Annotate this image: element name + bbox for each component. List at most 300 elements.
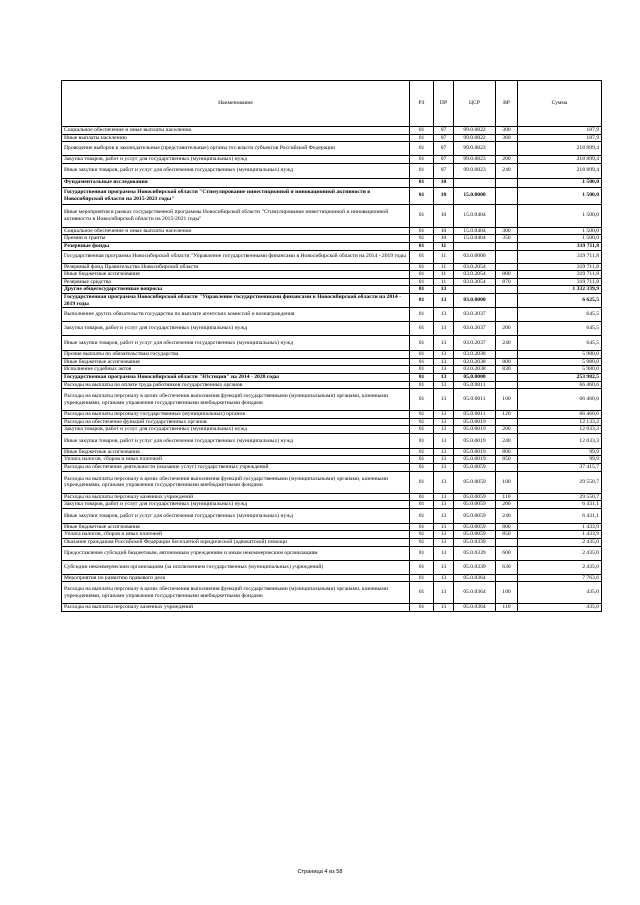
cell-pr: 13 <box>434 546 454 560</box>
cell-pr: 07 <box>434 134 454 142</box>
table-row <box>62 381 602 389</box>
cell-pr: 13 <box>434 604 454 612</box>
table-row <box>62 336 602 351</box>
cell-csr: 05.0.0364 <box>454 574 496 582</box>
cell-vr: 120 <box>496 411 518 419</box>
cell-vr <box>496 381 518 389</box>
cell-pr: 13 <box>434 366 454 374</box>
cell-name: Государственная программа Новосибирской области "Управление государственными финансами в Новосибирской области на 2014 - 2019 годы <box>62 293 410 307</box>
cell-name: Резервные фонды <box>62 242 410 250</box>
cell-csr <box>454 242 496 250</box>
cell-csr: 15.0.0404 <box>454 235 496 243</box>
cell-vr <box>496 308 518 322</box>
cell-csr: 05.0.0059 <box>454 471 496 493</box>
cell-rz: 01 <box>410 235 434 243</box>
cell-pr: 13 <box>434 418 454 426</box>
cell-vr: 300 <box>496 127 518 135</box>
cell-rz: 01 <box>410 263 434 271</box>
table-row <box>62 389 602 411</box>
cell-rz: 01 <box>410 546 434 560</box>
cell-csr: 99.0.0823 <box>454 156 496 164</box>
cell-name: Выполнение других обязательств государства по выплате агентских комиссий и вознаграждения <box>62 308 410 322</box>
cell-name: Фундаментальные исследования <box>62 178 410 187</box>
cell-pr: 13 <box>434 560 454 574</box>
cell-csr: 05.0.0059 <box>454 501 496 509</box>
cell-pr: 10 <box>434 187 454 204</box>
cell-rz: 01 <box>410 433 434 448</box>
table-row <box>62 142 602 156</box>
cell-vr: 830 <box>496 366 518 374</box>
cell-rz: 01 <box>410 582 434 604</box>
cell-csr: 03.0.2054 <box>454 271 496 279</box>
cell-pr: 13 <box>434 539 454 547</box>
cell-csr: 99.0.0823 <box>454 142 496 156</box>
cell-pr: 07 <box>434 163 454 178</box>
cell-sum: 187,9 <box>518 134 602 142</box>
table-row <box>62 242 602 250</box>
cell-vr <box>496 574 518 582</box>
cell-pr: 11 <box>434 242 454 250</box>
cell-pr: 11 <box>434 263 454 271</box>
table-row <box>62 204 602 227</box>
table-row <box>62 539 602 547</box>
cell-sum: 12 033,3 <box>518 426 602 434</box>
cell-vr <box>496 286 518 294</box>
cell-sum: 66 460,6 <box>518 411 602 419</box>
header-sum: Сумма <box>518 81 602 127</box>
cell-csr: 05.0.0059 <box>454 464 496 472</box>
cell-rz: 01 <box>410 322 434 336</box>
cell-name: Государственная программа Новосибирской области "Управление государственными финансами в Новосибирской области на 2014 - 2019 годы <box>62 250 410 263</box>
cell-sum: 319 711,8 <box>518 271 602 279</box>
table-row <box>62 493 602 501</box>
cell-vr <box>496 187 518 204</box>
cell-rz: 01 <box>410 574 434 582</box>
cell-sum: 1 500,0 <box>518 187 602 204</box>
cell-vr <box>496 351 518 359</box>
cell-pr: 13 <box>434 501 454 509</box>
cell-sum: 66 460,6 <box>518 381 602 389</box>
cell-name: Расходы на выплаты персоналу в целях обеспечения выполнения функций государственными (муниципальными) органами, казенными учреждениями, органами управления государственными внебюджетными фондами <box>62 471 410 493</box>
cell-name: Иные закупки товаров, работ и услуг для обеспечения государственных (муниципальных) нужд <box>62 336 410 351</box>
cell-rz: 01 <box>410 373 434 381</box>
table-row <box>62 373 602 381</box>
cell-vr <box>496 142 518 156</box>
cell-sum: 2 435,0 <box>518 539 602 547</box>
cell-pr: 13 <box>434 389 454 411</box>
cell-rz: 01 <box>410 523 434 531</box>
cell-pr: 10 <box>434 235 454 243</box>
cell-name: Расходы на обеспечение деятельности (оказание услуг) государственных учреждений <box>62 464 410 472</box>
cell-name: Расходы на обеспечение функций государственных органов <box>62 418 410 426</box>
cell-csr: 05.0.0364 <box>454 582 496 604</box>
cell-rz: 01 <box>410 531 434 539</box>
table-row <box>62 178 602 187</box>
cell-sum: 218 899,4 <box>518 142 602 156</box>
cell-csr: 05.0.0019 <box>454 456 496 464</box>
cell-csr <box>454 178 496 187</box>
cell-name: Иные бюджетные ассигнования <box>62 358 410 366</box>
cell-rz: 01 <box>410 271 434 279</box>
cell-name: Социальное обеспечение и иные выплаты населению <box>62 127 410 135</box>
cell-sum: 645,5 <box>518 336 602 351</box>
cell-pr: 13 <box>434 351 454 359</box>
cell-rz: 01 <box>410 471 434 493</box>
cell-vr <box>496 464 518 472</box>
cell-pr: 13 <box>434 471 454 493</box>
table-row <box>62 286 602 294</box>
cell-vr: 110 <box>496 604 518 612</box>
cell-csr: 99.0.0822 <box>454 127 496 135</box>
cell-csr: 05.0.0019 <box>454 418 496 426</box>
cell-vr <box>496 242 518 250</box>
cell-sum: 5 980,0 <box>518 366 602 374</box>
cell-csr: 05.0.0011 <box>454 411 496 419</box>
table-row <box>62 163 602 178</box>
table-row <box>62 322 602 336</box>
table-row <box>62 546 602 560</box>
cell-csr: 03.0.2037 <box>454 322 496 336</box>
cell-vr: 600 <box>496 546 518 560</box>
cell-name: Социальное обеспечение и иные выплаты населению <box>62 227 410 235</box>
cell-csr: 05.0.0019 <box>454 426 496 434</box>
cell-rz: 01 <box>410 351 434 359</box>
cell-sum: 1 500,0 <box>518 204 602 227</box>
cell-csr: 03.0.2037 <box>454 336 496 351</box>
cell-rz: 01 <box>410 142 434 156</box>
cell-pr: 13 <box>434 373 454 381</box>
cell-csr: 05.0.0339 <box>454 539 496 547</box>
budget-table <box>61 80 602 612</box>
cell-name: Резервный фонд Правительства Новосибирской области <box>62 263 410 271</box>
cell-pr: 13 <box>434 433 454 448</box>
cell-pr: 13 <box>434 358 454 366</box>
header-name: Наименование <box>62 81 410 127</box>
table-row <box>62 471 602 493</box>
cell-vr: 110 <box>496 493 518 501</box>
cell-sum: 218 899,4 <box>518 163 602 178</box>
cell-csr: 99.0.0822 <box>454 134 496 142</box>
cell-vr: 200 <box>496 156 518 164</box>
cell-csr: 05.0.0059 <box>454 531 496 539</box>
cell-pr: 13 <box>434 456 454 464</box>
table-row <box>62 464 602 472</box>
cell-sum: 1 500,0 <box>518 235 602 243</box>
table-row <box>62 366 602 374</box>
cell-name: Проведение выборов в законодательные (представительные) органы гос.власти субъектов Российской Федерации <box>62 142 410 156</box>
cell-sum: 218 899,4 <box>518 156 602 164</box>
table-row <box>62 411 602 419</box>
cell-sum: 187,9 <box>518 127 602 135</box>
cell-sum: 66 460,6 <box>518 389 602 411</box>
cell-csr: 05.0.0339 <box>454 560 496 574</box>
table-row <box>62 250 602 263</box>
cell-vr <box>496 204 518 227</box>
cell-pr: 13 <box>434 448 454 456</box>
cell-sum: 1 500,0 <box>518 227 602 235</box>
cell-rz: 01 <box>410 508 434 523</box>
cell-vr <box>496 178 518 187</box>
cell-csr <box>454 286 496 294</box>
cell-rz: 01 <box>410 418 434 426</box>
table-row <box>62 508 602 523</box>
cell-rz: 01 <box>410 227 434 235</box>
table-row <box>62 501 602 509</box>
cell-rz: 01 <box>410 560 434 574</box>
cell-rz: 01 <box>410 389 434 411</box>
cell-rz: 01 <box>410 178 434 187</box>
cell-vr: 870 <box>496 278 518 286</box>
cell-sum: 645,5 <box>518 322 602 336</box>
cell-csr: 03.0.2037 <box>454 308 496 322</box>
cell-sum: 6 431,1 <box>518 508 602 523</box>
cell-csr: 15.0.0404 <box>454 227 496 235</box>
table-row <box>62 426 602 434</box>
table-row <box>62 263 602 271</box>
table-row <box>62 351 602 359</box>
cell-vr <box>496 539 518 547</box>
table-row <box>62 560 602 574</box>
cell-sum: 29 550,7 <box>518 471 602 493</box>
cell-pr: 10 <box>434 178 454 187</box>
cell-rz: 01 <box>410 242 434 250</box>
cell-pr: 13 <box>434 381 454 389</box>
cell-csr: 03.0.2038 <box>454 358 496 366</box>
cell-name: Закупка товаров, работ и услуг для государственных (муниципальных) нужд <box>62 501 410 509</box>
cell-name: Расходы на выплаты персоналу в целях обеспечения выполнения функций государственными (муниципальными) органами, казенными учреждениями, органами управления государственными внебюджетными фондами <box>62 389 410 411</box>
cell-pr: 13 <box>434 336 454 351</box>
cell-pr: 11 <box>434 271 454 279</box>
cell-csr: 05.0.0011 <box>454 389 496 411</box>
cell-rz: 01 <box>410 336 434 351</box>
cell-rz: 01 <box>410 278 434 286</box>
cell-pr: 07 <box>434 127 454 135</box>
table-row <box>62 187 602 204</box>
cell-vr: 200 <box>496 322 518 336</box>
cell-vr: 850 <box>496 456 518 464</box>
cell-pr: 13 <box>434 293 454 307</box>
cell-csr: 05.0.0059 <box>454 493 496 501</box>
cell-name: Иные мероприятия в рамках государственной программы Новосибирской области "Стимулирование инвестиционной и инновационной активности в Новосибирской области на 2015-2021 годы" <box>62 204 410 227</box>
header-csr: ЦСР <box>454 81 496 127</box>
cell-sum: 99,9 <box>518 456 602 464</box>
cell-vr: 800 <box>496 448 518 456</box>
cell-rz: 01 <box>410 204 434 227</box>
cell-name: Расходы на выплаты персоналу казенных учреждений <box>62 604 410 612</box>
cell-name: Уплата налогов, сборов и иных платежей <box>62 456 410 464</box>
table-row <box>62 278 602 286</box>
cell-sum: 319 711,8 <box>518 242 602 250</box>
table-row <box>62 418 602 426</box>
cell-csr: 03.0.2054 <box>454 278 496 286</box>
cell-name: Государственная программа Новосибирской области "Стимулирование инвестиционной и инновационной активности в Новосибирской области на 2015-2021 годы" <box>62 187 410 204</box>
cell-rz: 01 <box>410 381 434 389</box>
cell-vr <box>496 250 518 263</box>
cell-pr: 07 <box>434 142 454 156</box>
cell-vr: 800 <box>496 358 518 366</box>
cell-rz: 01 <box>410 286 434 294</box>
cell-rz: 01 <box>410 308 434 322</box>
cell-sum: 319 711,8 <box>518 278 602 286</box>
table-row <box>62 271 602 279</box>
cell-vr: 630 <box>496 560 518 574</box>
cell-csr: 03.0.2038 <box>454 351 496 359</box>
cell-name: Оказание гражданам Российской Федерации бесплатной юридической (адвокатской) помощи <box>62 539 410 547</box>
table-row <box>62 531 602 539</box>
table-row <box>62 156 602 164</box>
cell-sum: 29 550,7 <box>518 493 602 501</box>
cell-rz: 01 <box>410 134 434 142</box>
cell-name: Иные бюджетные ассигнования <box>62 523 410 531</box>
cell-vr: 360 <box>496 134 518 142</box>
cell-name: Расходы на выплаты по оплате труда работников государственных органов <box>62 381 410 389</box>
cell-vr: 350 <box>496 235 518 243</box>
cell-rz: 01 <box>410 501 434 509</box>
cell-vr: 100 <box>496 389 518 411</box>
cell-rz: 01 <box>410 539 434 547</box>
cell-name: Предоставление субсидий бюджетным, автономным учреждениям и иным некоммерческим организациям <box>62 546 410 560</box>
cell-csr: 15.0.0000 <box>454 187 496 204</box>
cell-csr: 05.0.0339 <box>454 546 496 560</box>
cell-sum: 5 980,0 <box>518 358 602 366</box>
cell-vr <box>496 263 518 271</box>
cell-name: Иные закупки товаров, работ и услуг для обеспечения государственных (муниципальных) нужд <box>62 163 410 178</box>
cell-name: Иные бюджетные ассигнования <box>62 271 410 279</box>
cell-sum: 5 980,0 <box>518 351 602 359</box>
cell-csr: 05.0.0011 <box>454 381 496 389</box>
cell-csr: 99.0.0823 <box>454 163 496 178</box>
table-row <box>62 293 602 307</box>
cell-csr: 05.0.0059 <box>454 508 496 523</box>
cell-name: Уплата налогов, сборов и иных платежей <box>62 531 410 539</box>
cell-pr: 13 <box>434 322 454 336</box>
cell-rz: 01 <box>410 426 434 434</box>
cell-csr: 05.0.0364 <box>454 604 496 612</box>
cell-vr: 300 <box>496 227 518 235</box>
cell-name: Закупка товаров, работ и услуг для государственных (муниципальных) нужд <box>62 322 410 336</box>
cell-sum: 253 982,5 <box>518 373 602 381</box>
header-vr: ВР <box>496 81 518 127</box>
cell-csr: 03.0.2038 <box>454 366 496 374</box>
cell-sum: 6 625,5 <box>518 293 602 307</box>
cell-pr: 07 <box>434 156 454 164</box>
cell-pr: 13 <box>434 508 454 523</box>
cell-pr: 11 <box>434 250 454 263</box>
cell-vr: 100 <box>496 582 518 604</box>
header-pr: ПР <box>434 81 454 127</box>
cell-csr: 05.0.0019 <box>454 433 496 448</box>
cell-sum: 645,5 <box>518 308 602 322</box>
cell-pr: 13 <box>434 531 454 539</box>
table-row <box>62 604 602 612</box>
cell-rz: 01 <box>410 448 434 456</box>
cell-name: Расходы на выплаты персоналу в целях обеспечения выполнения функций государственными (муниципальными) органами, казенными учреждениями, органами управления государственными внебюджетными фондами <box>62 582 410 604</box>
table-header-row <box>62 81 602 127</box>
cell-sum: 319 711,8 <box>518 263 602 271</box>
cell-pr: 10 <box>434 204 454 227</box>
table-row <box>62 235 602 243</box>
cell-pr: 11 <box>434 278 454 286</box>
table-row <box>62 456 602 464</box>
cell-sum: 12 033,3 <box>518 433 602 448</box>
cell-pr: 13 <box>434 493 454 501</box>
cell-name: Государственная программа Новосибирской области "Юстиция" на 2014 - 2020 годы <box>62 373 410 381</box>
cell-name: Резервные средства <box>62 278 410 286</box>
table-row <box>62 308 602 322</box>
cell-csr: 03.0.0000 <box>454 250 496 263</box>
cell-name: Расходы на выплаты персоналу государственных (муниципальных) органов <box>62 411 410 419</box>
cell-sum: 319 711,8 <box>518 250 602 263</box>
table-row <box>62 358 602 366</box>
cell-vr: 200 <box>496 426 518 434</box>
cell-rz: 01 <box>410 163 434 178</box>
cell-name: Иные закупки товаров, работ и услуг для обеспечения государственных (муниципальных) нужд <box>62 433 410 448</box>
header-rz: РЗ <box>410 81 434 127</box>
table-row <box>62 127 602 135</box>
page-number: Страница 4 из 58 <box>297 869 343 875</box>
table-row <box>62 433 602 448</box>
cell-vr <box>496 418 518 426</box>
cell-sum: 7 763,6 <box>518 574 602 582</box>
cell-csr: 05.0.0019 <box>454 448 496 456</box>
cell-csr: 05.0.0059 <box>454 523 496 531</box>
cell-csr: 15.0.0404 <box>454 204 496 227</box>
cell-sum: 37 415,7 <box>518 464 602 472</box>
cell-csr: 03.0.0000 <box>454 293 496 307</box>
cell-vr: 850 <box>496 531 518 539</box>
cell-name: Расходы на выплаты персоналу казенных учреждений <box>62 493 410 501</box>
cell-rz: 01 <box>410 127 434 135</box>
cell-vr: 240 <box>496 433 518 448</box>
cell-name: Иные бюджетные ассигнования <box>62 448 410 456</box>
cell-vr: 240 <box>496 336 518 351</box>
cell-pr: 13 <box>434 523 454 531</box>
cell-rz: 01 <box>410 293 434 307</box>
cell-rz: 01 <box>410 187 434 204</box>
table-row <box>62 134 602 142</box>
cell-sum: 1 433,9 <box>518 531 602 539</box>
cell-name: Другие общегосударственные вопросы <box>62 286 410 294</box>
cell-pr: 10 <box>434 227 454 235</box>
cell-pr: 13 <box>434 411 454 419</box>
cell-vr: 100 <box>496 471 518 493</box>
cell-rz: 01 <box>410 604 434 612</box>
table-row <box>62 582 602 604</box>
cell-name: Иные закупки товаров, работ и услуг для обеспечения государственных (муниципальных) нужд <box>62 508 410 523</box>
cell-sum: 99,9 <box>518 448 602 456</box>
table-row <box>62 448 602 456</box>
cell-rz: 01 <box>410 250 434 263</box>
cell-sum: 435,0 <box>518 604 602 612</box>
cell-name: Закупка товаров, работ и услуг для государственных (муниципальных) нужд <box>62 426 410 434</box>
table-row <box>62 523 602 531</box>
cell-vr <box>496 293 518 307</box>
cell-sum: 6 431,1 <box>518 501 602 509</box>
cell-vr: 200 <box>496 501 518 509</box>
cell-pr: 13 <box>434 574 454 582</box>
cell-vr: 800 <box>496 271 518 279</box>
cell-sum: 2 435,0 <box>518 560 602 574</box>
cell-rz: 01 <box>410 464 434 472</box>
cell-rz: 01 <box>410 411 434 419</box>
cell-name: Мероприятия по развитию правового дела <box>62 574 410 582</box>
cell-name: Прочие выплаты по обязательствам государства <box>62 351 410 359</box>
cell-csr: 03.0.2054 <box>454 263 496 271</box>
table-row <box>62 227 602 235</box>
cell-rz: 01 <box>410 493 434 501</box>
table-body <box>62 127 602 612</box>
cell-vr: 800 <box>496 523 518 531</box>
